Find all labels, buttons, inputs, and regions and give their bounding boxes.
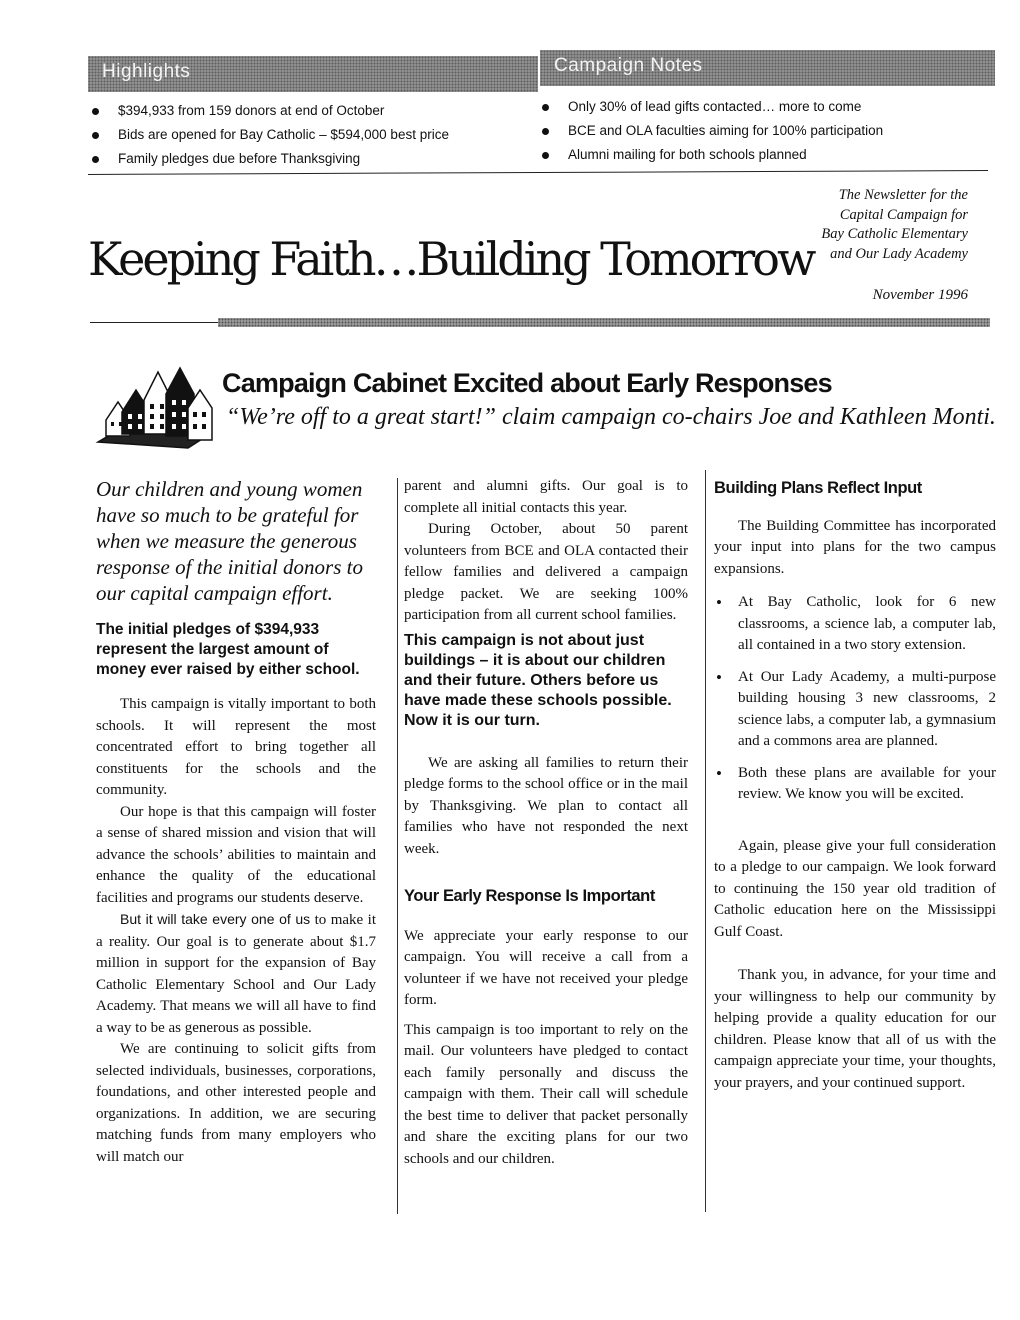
tagline-line: Capital Campaign for: [839, 206, 968, 223]
body-paragraph: The Building Committee has incorporated your input into plans for the two campus expansions.: [714, 517, 996, 577]
plans-list: [714, 592, 996, 806]
pull-quote: This campaign is not about just buildings – it is about our children and their future. Others before us have made these schools possible. Now it is our turn.: [404, 631, 672, 729]
body-paragraph: [96, 909, 376, 1039]
newsletter-tagline: [768, 186, 968, 264]
lead-paragraph: Our children and young women have so much to be grateful for when we measure the generous response of the initial donors to our capital campaign effort.: [96, 477, 363, 605]
highlight-item: Family pledges due before Thanksgiving: [90, 148, 535, 172]
tagline-line: and Our Lady Academy: [830, 245, 968, 262]
campaign-notes-title: Campaign Notes: [554, 55, 703, 76]
column-2: [404, 476, 688, 1170]
highlights-header: [88, 56, 538, 92]
plan-item: • Both these plans are available for your review. We know you will be excited.: [714, 763, 996, 806]
section-title: Your Early Response Is Important: [404, 887, 655, 905]
body-paragraph: We are continuing to solicit gifts from selected individuals, businesses, corporations, foundations, and other interested people and organizations. In addition, we are securing matching funds from many employers who will match our: [96, 1041, 376, 1165]
highlight-item: Bids are opened for Bay Catholic – $594,000 best price: [90, 124, 535, 148]
emphasis-text: But it will take every one of us: [120, 911, 311, 927]
masthead-band: [218, 318, 990, 327]
newsletter-title: Keeping Faith…Building Tomorrow: [88, 232, 814, 286]
highlights-title: Highlights: [102, 61, 191, 82]
issue-date: November 1996: [872, 287, 968, 303]
highlight-item: $394,933 from 159 donors at end of October: [90, 100, 535, 124]
campaign-note-item: Alumni mailing for both schools planned: [540, 144, 990, 168]
column-divider: [397, 478, 398, 1214]
body-paragraph: This campaign is too important to rely on the mail. Our volunteers have pledged to contact each family personally and discuss the campaign with them. Their call will schedule the best time to deliver that packet personally and share the exciting plans for our two schools and our children.: [404, 1021, 688, 1167]
pull-quote: The initial pledges of $394,933 represent the largest amount of money ever raised by either school.: [96, 621, 360, 678]
body-paragraph: During October, about 50 parent volunteers from BCE and OLA contacted their fellow families and delivered a campaign pledge packet. We are seeking 100% participation from all current school families.: [404, 521, 688, 623]
body-paragraph: This campaign is vitally important to both schools. It will represent the most concentrated effort to bring together all constituents for the schools and the community.: [96, 696, 376, 798]
body-paragraph: Thank you, in advance, for your time and your willingness to help our community by helping provide a quality education for our children. Please know that all of us with the campaign appreciate your time, your thoughts, your prayers, and your continued support.: [714, 967, 996, 1091]
campaign-notes-header: [540, 50, 995, 86]
campaign-note-item: Only 30% of lead gifts contacted… more to come: [540, 96, 990, 120]
body-paragraph: parent and alumni gifts. Our goal is to complete all initial contacts this year.: [404, 478, 688, 516]
body-text: to make it a reality. Our goal is to generate about $1.7 million in support for the expansion of Bay Catholic Elementary School and Our Lady Academy. That means we will all have to find a way to be as generous as possible.: [96, 912, 376, 1036]
campaign-notes-list: [540, 96, 990, 168]
body-paragraph: We are asking all families to return their pledge forms to the school office or in the mail by Thanksgiving. We plan to contact all families who have not responded the next week.: [404, 754, 688, 857]
tagline-line: Bay Catholic Elementary: [821, 226, 968, 242]
column-1: [96, 476, 376, 1168]
buildings-logo-icon: [92, 350, 217, 450]
plan-item: • At Our Lady Academy, a multi-purpose building housing 3 new classrooms, 2 science labs, a computer lab, a gymnasium and a commons area are planned.: [714, 667, 996, 753]
highlights-list: [90, 100, 535, 172]
body-paragraph: Our hope is that this campaign will foster a sense of shared mission and vision that will advance the schools’ abilities to maintain and enhance the quality of the educational facilities and programs our students deserve.: [96, 803, 376, 906]
column-divider: [705, 470, 706, 1212]
article-subhead: “We’re off to a great start!” claim campaign co-chairs Joe and Kathleen Monti.: [226, 404, 996, 430]
body-paragraph: Again, please give your full consideration to a pledge to our campaign. We look forward to continuing the 150 year old tradition of Catholic education here on the Mississippi Gulf Coast.: [714, 837, 996, 940]
column-3: [714, 476, 996, 1094]
tagline-line: The Newsletter for the: [838, 187, 968, 203]
body-paragraph: We appreciate your early response to our campaign. You will receive a call from a volunteer if we have not received your pledge form.: [404, 927, 688, 1008]
article-headline: Campaign Cabinet Excited about Early Responses: [222, 368, 832, 398]
campaign-note-item: BCE and OLA faculties aiming for 100% participation: [540, 120, 990, 144]
plan-item: • At Bay Catholic, look for 6 new classrooms, a science lab, a computer lab, all contained in a two story extension.: [714, 592, 996, 657]
section-title: Building Plans Reflect Input: [714, 479, 922, 497]
